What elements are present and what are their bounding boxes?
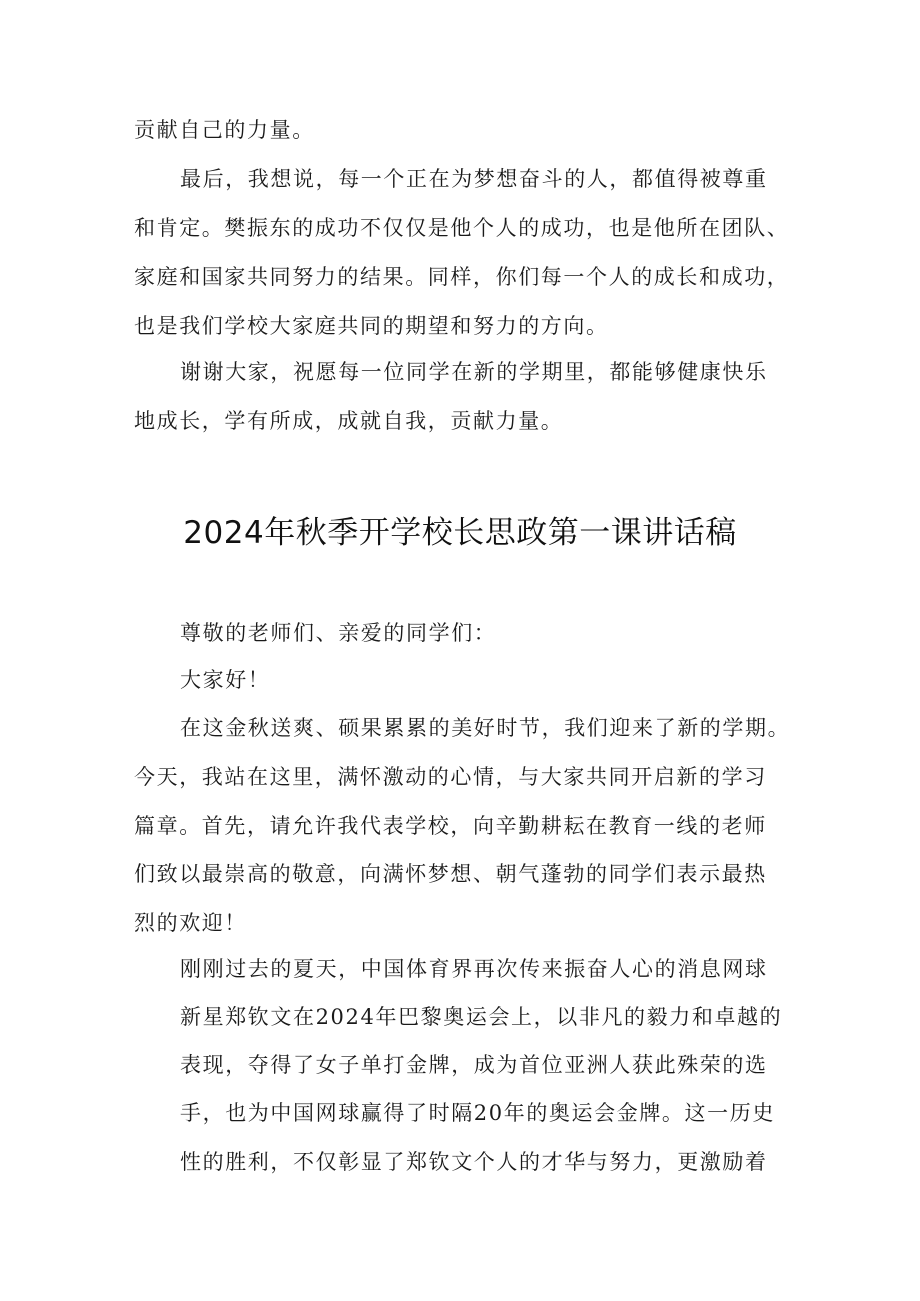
paragraph-line: 谢谢大家，祝愿每一位同学在新的学期里，都能够健康快乐 bbox=[180, 360, 768, 384]
paragraph-line: 和肯定。樊振东的成功不仅仅是他个人的成功，也是他所在团队、 bbox=[134, 216, 790, 240]
paragraph-line: 新星郑钦文在2024年巴黎奥运会上，以非凡的毅力和卓越的 bbox=[180, 1005, 783, 1029]
paragraph-line: 今天，我站在这里，满怀激动的心情，与大家共同开启新的学习 bbox=[134, 765, 767, 789]
speech-title: 2024年秋季开学校长思政第一课讲话稿 bbox=[183, 515, 737, 551]
paragraph-line: 在这金秋送爽、硕果累累的美好时节，我们迎来了新的学期。 bbox=[180, 716, 791, 740]
paragraph-line: 表现，夺得了女子单打金牌，成为首位亚洲人获此殊荣的选 bbox=[180, 1053, 768, 1077]
paragraph-line: 地成长，学有所成，成就自我，贡献力量。 bbox=[134, 409, 564, 433]
paragraph-line: 刚刚过去的夏天，中国体育界再次传来振奋人心的消息网球 bbox=[180, 957, 768, 981]
paragraph-line: 们致以最崇高的敬意，向满怀梦想、朝气蓬勃的同学们表示最热 bbox=[134, 862, 767, 886]
paragraph-line: 性的胜利，不仅彰显了郑钦文个人的才华与努力，更激励着 bbox=[180, 1150, 768, 1174]
greeting: 大家好！ bbox=[180, 668, 271, 692]
paragraph-line: 家庭和国家共同努力的结果。同样，你们每一个人的成长和成功， bbox=[134, 265, 790, 289]
paragraph-line: 也是我们学校大家庭共同的期望和努力的方向。 bbox=[134, 314, 609, 338]
paragraph-line: 手，也为中国网球赢得了时隔20年的奥运会金牌。这一历史 bbox=[180, 1101, 775, 1125]
paragraph-line: 篇章。首先，请允许我代表学校，向辛勤耕耘在教育一线的老师 bbox=[134, 814, 767, 838]
paragraph-line: 烈的欢迎！ bbox=[134, 911, 247, 935]
paragraph-line: 最后，我想说，每一个正在为梦想奋斗的人，都值得被尊重 bbox=[180, 167, 768, 191]
salutation: 尊敬的老师们、亲爱的同学们： bbox=[180, 621, 497, 645]
paragraph-line: 贡献自己的力量。 bbox=[134, 118, 315, 142]
